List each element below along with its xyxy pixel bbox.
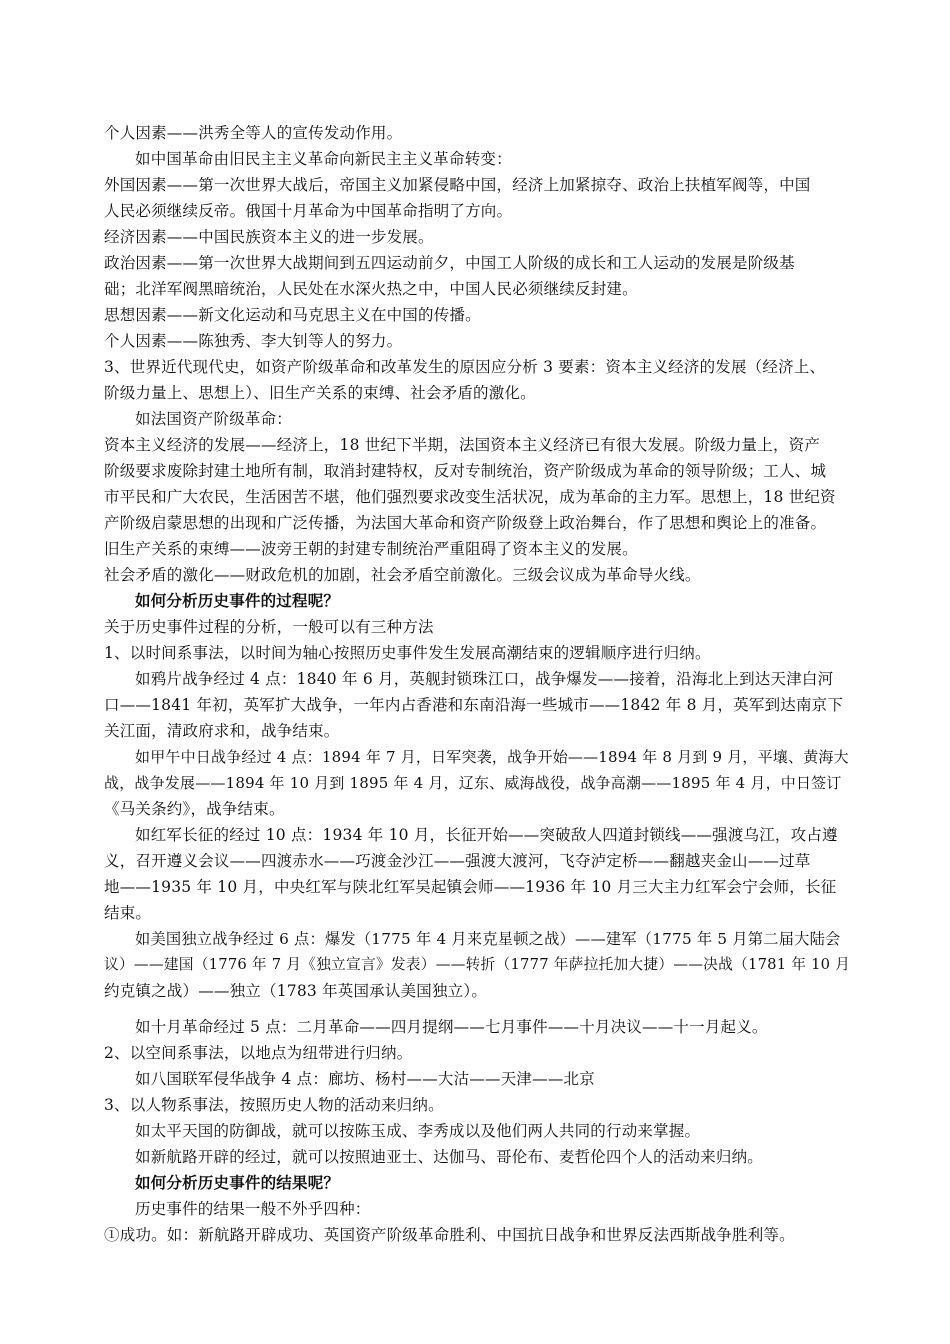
text-line: 旧生产关系的束缚——波旁王朝的封建专制统治严重阻碍了资本主义的发展。 (104, 540, 638, 558)
text-line: 社会矛盾的激化——财政危机的加剧，社会矛盾空前激化。三级会议成为革命导火线。 (104, 566, 701, 584)
text-line: 2、以空间系事法，以地点为纽带进行归纳。 (104, 1044, 413, 1062)
text-line: 如美国独立战争经过 6 点：爆发（1775 年 4 月来克星顿之战）——建军（1775 年 5 月第二届大陆会 (135, 930, 841, 948)
text-line: 如鸦片战争经过 4 点：1840 年 6 月，英舰封锁珠江口，战争爆发——接着，沿海北上到达天津白河 (135, 670, 834, 688)
text-line: 历史事件的结果一般不外乎四种： (135, 1200, 371, 1218)
text-line: 如红军长征的经过 10 点：1934 年 10 月，长征开始——突破敌人四道封锁线——强渡乌江，攻占遵 (135, 826, 838, 844)
text-line: 战，战争发展——1894 年 10 月到 1895 年 4 月，辽东、威海战役，战争高潮——1895 年 4 月，中日签订 (104, 774, 842, 792)
text-line: 1、以时间系事法，以时间为轴心按照历史事件发生发展高潮结束的逻辑顺序进行归纳。 (104, 644, 711, 662)
text-line: 个人因素——洪秀全等人的宣传发动作用。 (104, 124, 403, 142)
text-line: 如新航路开辟的经过，就可以按照迪亚士、达伽马、哥伦布、麦哲伦四个人的活动来归纳。 (135, 1148, 764, 1166)
text-line: 议）——建国（1776 年 7 月《独立宣言》发表）——转折（1777 年萨拉托加大捷）——决战（1781 年 10 月 (104, 956, 851, 973)
text-line: 口——1841 年初，英军扩大战争，一年内占香港和东南沿海一些城市——1842 年 8 月，英军到达南京下 (104, 696, 844, 714)
section-heading: 如何分析历史事件的过程呢？ (135, 591, 340, 610)
text-line: 3、世界近代现代史，如资产阶级革命和改革发生的原因应分析 3 要素：资本主义经济的发展（经济上、 (104, 358, 826, 376)
text-line: 如十月革命经过 5 点：二月革命——四月提纲——七月事件——十月决议——十一月起义。 (135, 1018, 768, 1036)
text-line: 关江面，清政府求和，战争结束。 (104, 722, 340, 740)
text-line: 3、以人物系事法，按照历史人物的活动来归纳。 (104, 1096, 444, 1114)
section-heading: 如何分析历史事件的结果呢？ (135, 1173, 340, 1192)
text-line: 义，召开遵义会议——四渡赤水——巧渡金沙江——强渡大渡河，飞夺泸定桥——翻越夹金山——过草 (104, 852, 811, 870)
text-line: 如太平天国的防御战，就可以按陈玉成、李秀成以及他们两人共同的行动来掌握。 (135, 1122, 701, 1140)
text-line: 政治因素——第一次世界大战期间到五四运动前夕，中国工人阶级的成长和工人运动的发展是阶级基 (104, 254, 795, 272)
text-line: 关于历史事件过程的分析，一般可以有三种方法 (104, 618, 434, 636)
text-line: 约克镇之战）——独立（1783 年英国承认美国独立）。 (104, 982, 488, 1000)
text-line: 结束。 (104, 904, 152, 922)
paragraph-gap (104, 1004, 850, 1014)
text-line: 如八国联军侵华战争 4 点：廊坊、杨村——大沽——天津——北京 (135, 1070, 595, 1088)
text-line: 阶级力量上、思想上）、旧生产关系的束缚、社会矛盾的激化。 (104, 384, 536, 402)
text-line: 产阶级启蒙思想的出现和广泛传播，为法国大革命和资产阶级登上政治舞台，作了思想和舆论上的准备。 (104, 514, 827, 532)
text-line: 市平民和广大农民，生活困苦不堪，他们强烈要求改变生活状况，成为革命的主力军。思想上，18 世纪资 (104, 488, 836, 506)
text-line: 如甲午中日战争经过 4 点：1894 年 7 月，日军突袭，战争开始——1894 年 8 月到 9 月，平壤、黄海大 (135, 748, 849, 766)
text-line: 经济因素——中国民族资本主义的进一步发展。 (104, 228, 434, 246)
text-line: 如法国资产阶级革命： (135, 410, 293, 428)
text-line: 个人因素——陈独秀、李大钊等人的努力。 (104, 332, 403, 350)
text-line: 地——1935 年 10 月，中央红军与陕北红军吴起镇会师——1936 年 10 月三大主力红军会宁会师，长征 (104, 878, 837, 896)
text-line: 础；北洋军阀黑暗统治，人民处在水深火热之中，中国人民必须继续反封建。 (104, 280, 638, 298)
text-line: 《马关条约》，战争结束。 (104, 800, 285, 818)
text-line: 如中国革命由旧民主主义革命向新民主主义革命转变： (135, 150, 512, 168)
text-line: 资本主义经济的发展——经济上，18 世纪下半期，法国资本主义经济已有很大发展。阶级力量上，资产 (104, 436, 821, 454)
text-line: 思想因素——新文化运动和马克思主义在中国的传播。 (104, 306, 481, 324)
text-line: 人民必须继续反帝。俄国十月革命为中国革命指明了方向。 (104, 202, 513, 220)
text-line: ①成功。如：新航路开辟成功、英国资产阶级革命胜利、中国抗日战争和世界反法西斯战争胜利等。 (104, 1226, 795, 1244)
text-line: 外国因素——第一次世界大战后，帝国主义加紧侵略中国，经济上加紧掠夺、政治上扶植军阀等，中国 (104, 176, 811, 194)
document-page (104, 120, 850, 1248)
text-line: 阶级要求废除封建土地所有制，取消封建特权，反对专制统治，资产阶级成为革命的领导阶级；工人、城 (104, 462, 827, 480)
